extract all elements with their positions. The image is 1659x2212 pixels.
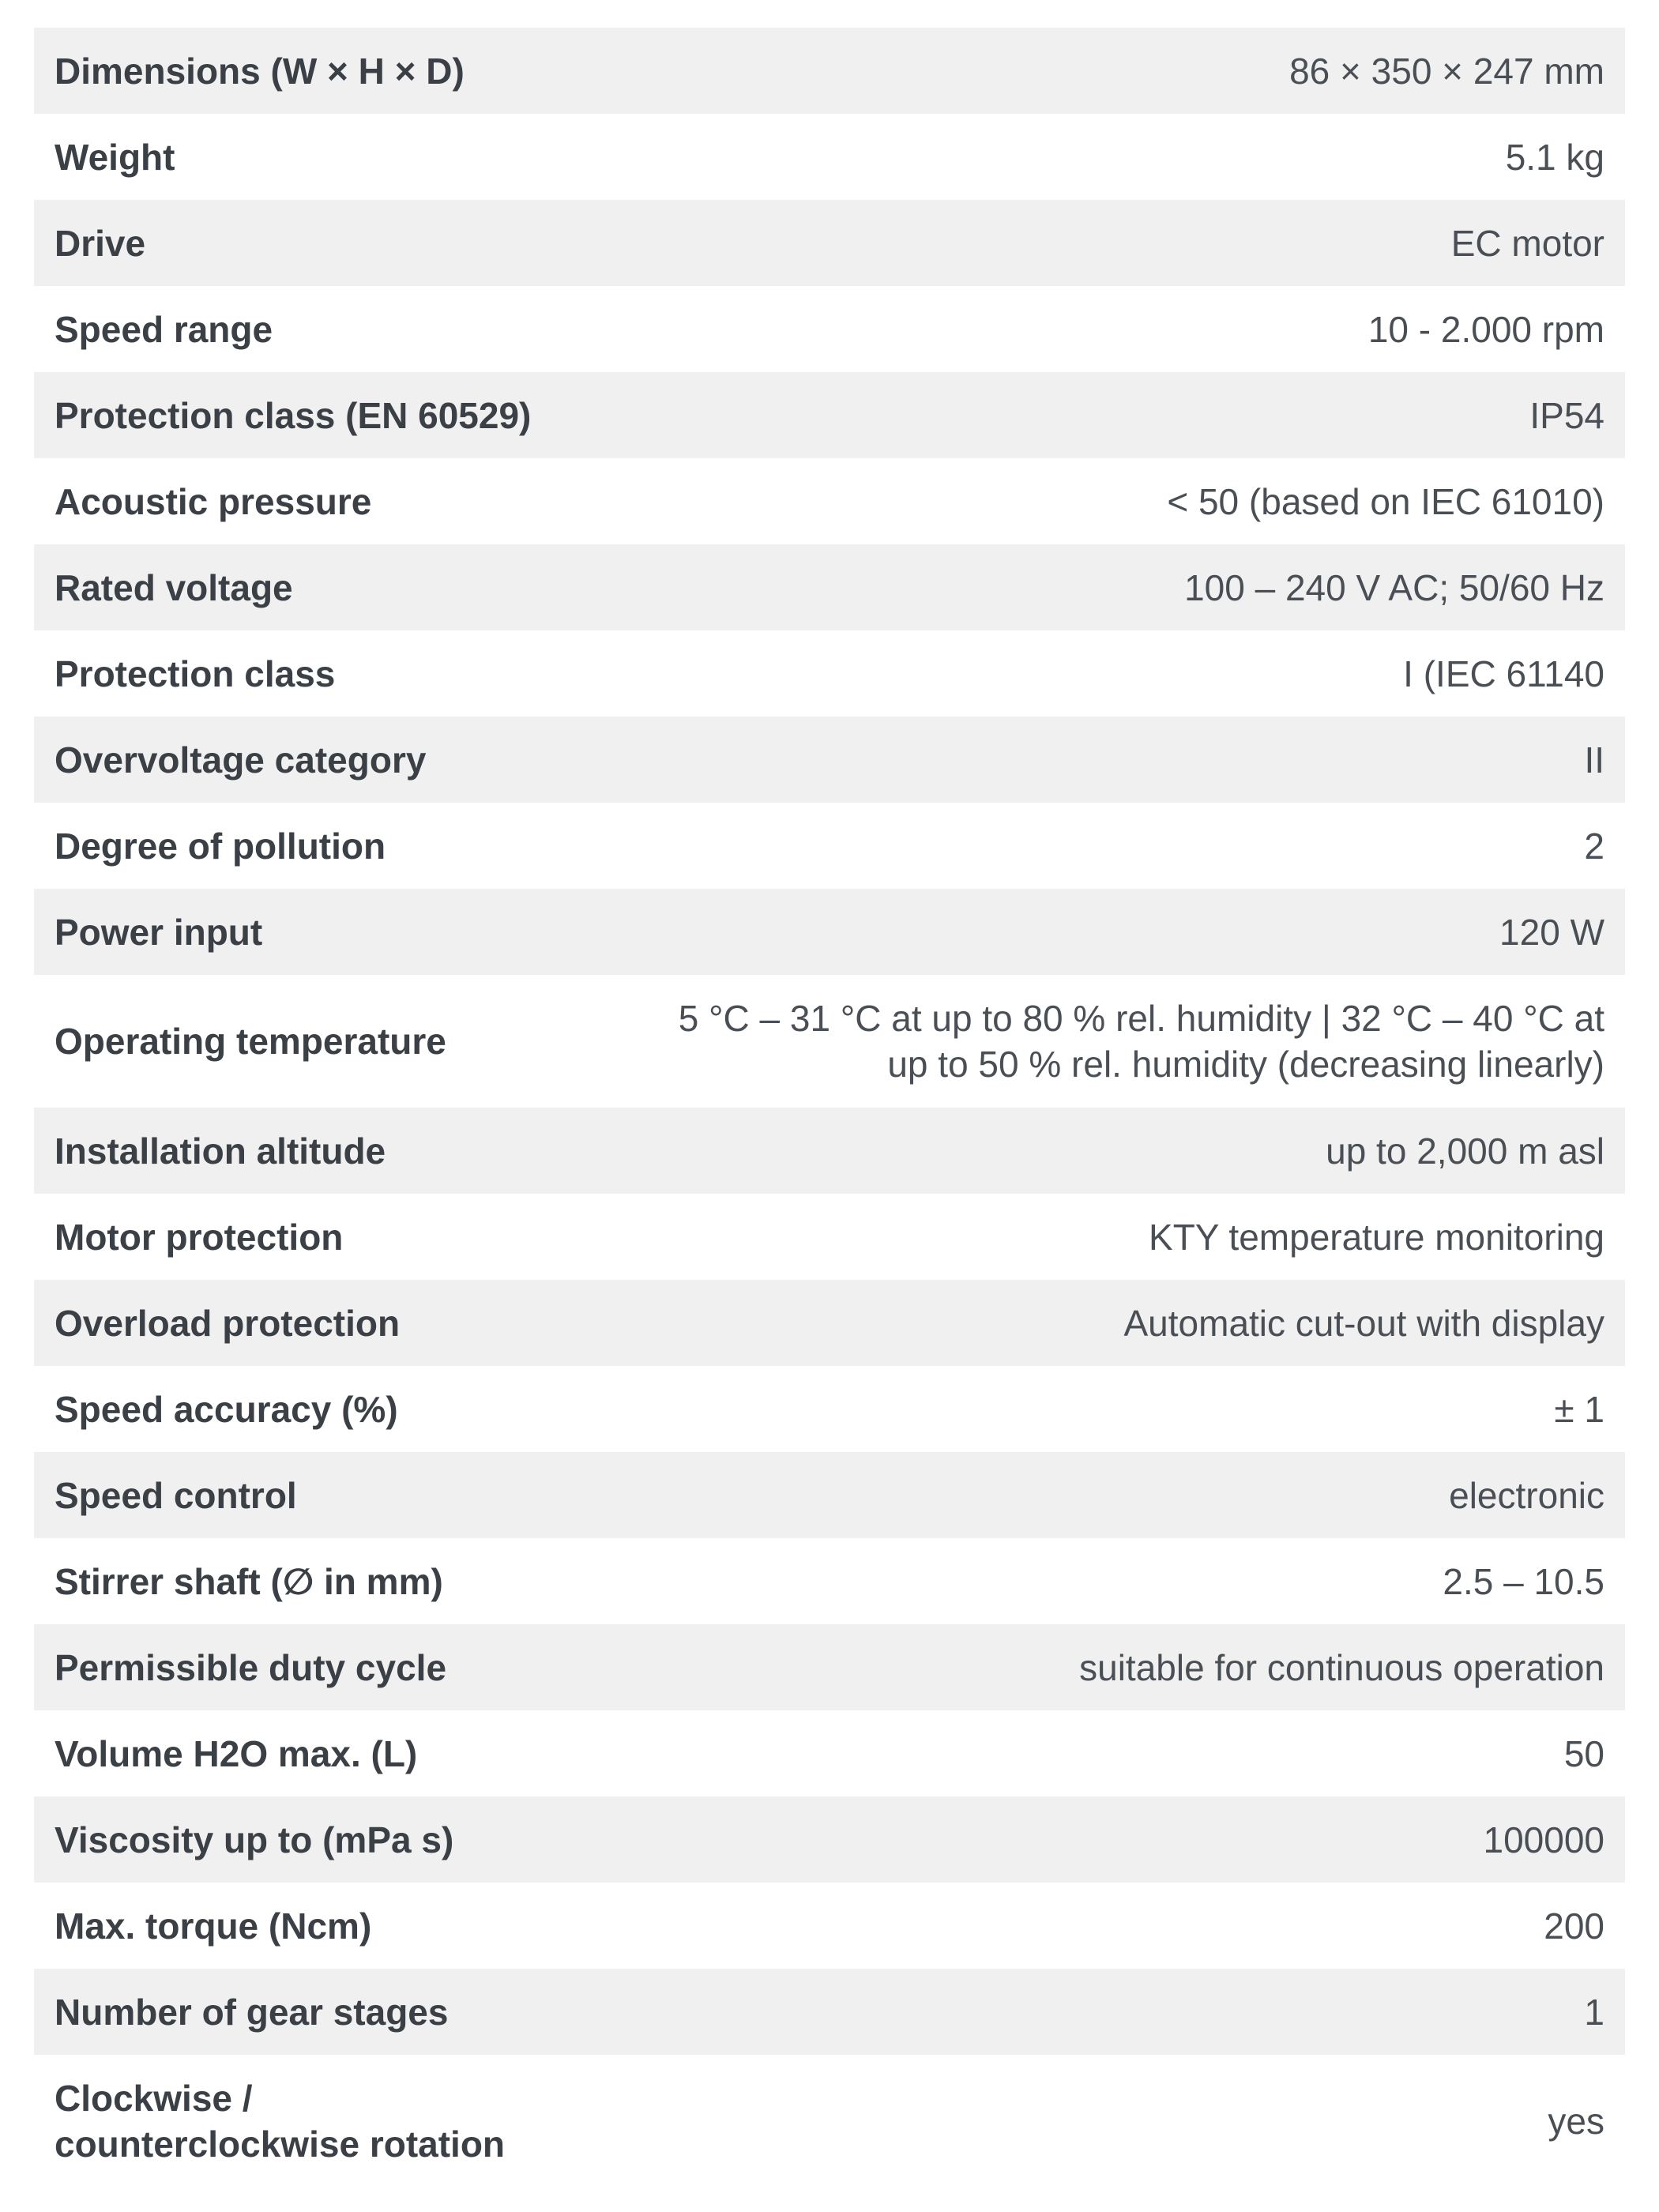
spec-value: < 50 (based on IEC 61010) (1167, 480, 1604, 522)
spec-label: Viscosity up to (mPa s) (55, 1819, 454, 1860)
spec-value: II (1584, 739, 1604, 781)
spec-value: 2 (1584, 825, 1604, 867)
spec-row-rated-voltage (34, 544, 1625, 630)
spec-value: 120 W (1499, 911, 1604, 953)
spec-label: Permissible duty cycle (55, 1646, 447, 1688)
spec-value: 100000 (1483, 1819, 1604, 1860)
spec-row-drive (34, 200, 1625, 286)
spec-label: Drive (55, 222, 146, 264)
spec-value: KTY temperature monitoring (1149, 1216, 1604, 1258)
spec-row-degree-of-pollution (34, 803, 1625, 889)
spec-row-speed-accuracy (34, 1366, 1625, 1452)
spec-value: ± 1 (1554, 1388, 1604, 1430)
spec-label: Motor protection (55, 1216, 344, 1258)
spec-row-protection-class (34, 630, 1625, 717)
spec-label: Operating temperature (55, 1021, 446, 1062)
spec-label: Rated voltage (55, 566, 293, 608)
spec-row-speed-control (34, 1452, 1625, 1538)
spec-label: Acoustic pressure (55, 480, 372, 522)
spec-label: Speed control (55, 1474, 297, 1516)
spec-row-power-input (34, 889, 1625, 975)
spec-value: 5.1 kg (1505, 136, 1604, 178)
spec-value: 10 - 2.000 rpm (1367, 308, 1604, 350)
spec-row-protection-class-en (34, 372, 1625, 458)
spec-value: EC motor (1450, 222, 1604, 264)
spec-value: 2.5 – 10.5 (1443, 1560, 1604, 1602)
spec-label: Protection class (EN 60529) (55, 394, 532, 436)
spec-row-viscosity (34, 1796, 1625, 1883)
spec-label: Dimensions (W × H × D) (55, 50, 465, 92)
spec-label: Max. torque (Ncm) (55, 1905, 372, 1947)
spec-value: suitable for continuous operation (1079, 1646, 1604, 1688)
spec-label: Overvoltage category (55, 739, 427, 781)
spec-label: Number of gear stages (55, 1991, 449, 2033)
spec-row-weight (34, 114, 1625, 200)
spec-row-motor-protection (34, 1194, 1625, 1280)
spec-row-acoustic-pressure (34, 458, 1625, 544)
spec-label: Weight (55, 136, 175, 178)
spec-value: 200 (1544, 1905, 1604, 1947)
spec-row-dimensions (34, 28, 1625, 114)
spec-label: Overload protection (55, 1302, 401, 1344)
spec-value: Automatic cut-out with display (1123, 1302, 1604, 1344)
spec-label: Volume H2O max. (L) (55, 1732, 418, 1774)
spec-label: Stirrer shaft (∅ in mm) (55, 1560, 443, 1602)
spec-row-volume-h2o (34, 1710, 1625, 1796)
spec-value: 1 (1584, 1991, 1604, 2033)
spec-row-speed-range (34, 286, 1625, 372)
spec-value: 50 (1563, 1732, 1604, 1774)
spec-value: 100 – 240 V AC; 50/60 Hz (1184, 566, 1604, 608)
spec-row-overvoltage-category (34, 717, 1625, 803)
spec-label: Speed range (55, 308, 273, 350)
spec-value: IP54 (1529, 394, 1604, 436)
specifications-table (34, 28, 1625, 2188)
spec-value: yes (1548, 2101, 1604, 2142)
spec-label: Installation altitude (55, 1130, 386, 1172)
spec-row-rotation (34, 2055, 1625, 2188)
spec-label: Power input (55, 911, 263, 953)
spec-row-overload-protection (34, 1280, 1625, 1366)
spec-row-gear-stages (34, 1969, 1625, 2055)
spec-label: Clockwise / counterclockwise rotation (55, 2078, 506, 2165)
spec-row-permissible-duty-cycle (34, 1624, 1625, 1710)
spec-label: Speed accuracy (%) (55, 1388, 398, 1430)
spec-label: Protection class (55, 653, 336, 694)
spec-row-max-torque (34, 1883, 1625, 1969)
spec-value: I (IEC 61140 (1403, 653, 1604, 694)
spec-row-operating-temperature (34, 975, 1625, 1108)
spec-value: up to 2,000 m asl (1326, 1130, 1604, 1172)
spec-value: electronic (1449, 1474, 1604, 1516)
spec-row-installation-altitude (34, 1108, 1625, 1194)
spec-value: 5 °C – 31 °C at up to 80 % rel. humidity | 32 °C – 40 °C at up to 50 % rel. humidity (decreasing linearly) (678, 998, 1604, 1085)
spec-value: 86 × 350 × 247 mm (1289, 50, 1604, 92)
spec-label: Degree of pollution (55, 825, 386, 867)
spec-row-stirrer-shaft (34, 1538, 1625, 1624)
